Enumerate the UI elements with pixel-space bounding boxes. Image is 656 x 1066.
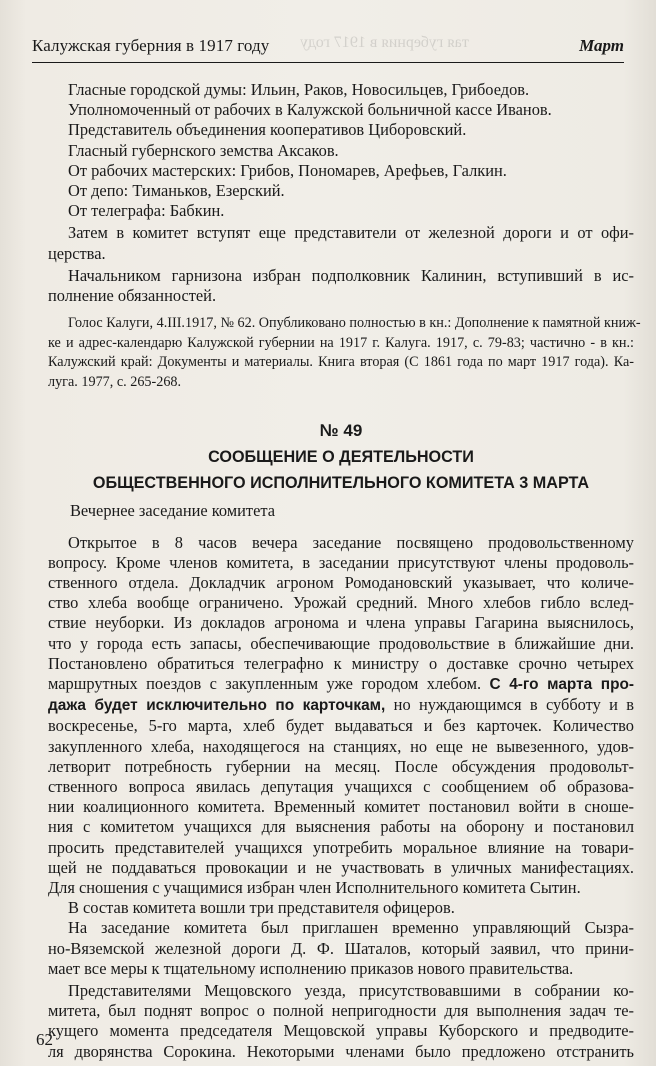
paragraph-garrison [48, 266, 634, 306]
bold-emphasis: дажа будет исключительно по карточкам, [48, 697, 386, 715]
text-line: На заседание комитета был приглашен временно управляющий Сызра- [68, 918, 634, 938]
text-line: церства. [48, 243, 106, 263]
text-line: Для сношения с учащимися избран член Исполнительного комитета Сытин. [48, 878, 581, 898]
source-line: луга. 1977, с. 265-268. [48, 374, 182, 391]
text-line: ля дворянства Сорокина. Некоторыми членами было предложено отстранить [48, 1041, 634, 1061]
document-number: № 49 [319, 420, 363, 440]
text-line: Затем в комитет вступят еще представители от железной дороги и от офи- [68, 223, 634, 243]
text-line: нии коалиционного комитета. Временный комитет постановил войти в сноше- [48, 797, 634, 817]
text-span: маршрутных поездов с закупленным уже городом хлебом. [48, 674, 490, 694]
text-line [48, 695, 634, 716]
running-month: Март [579, 36, 624, 55]
text-line: полнение обязанностей. [48, 286, 217, 306]
text-line: Представителями Мещовского уезда, присутствовавшими в собрании ко- [68, 981, 634, 1001]
text-line: летворит потребность губернии на месяц. После обсуждения продовольт- [48, 756, 634, 776]
paragraph-main [48, 533, 634, 899]
member-line: От депо: Тиманьков, Езерский. [68, 181, 285, 201]
text-line: ство хлеба вообще ограничено. Урожай средний. Много хлебов гибло вслед- [48, 593, 634, 613]
text-line [48, 674, 634, 695]
text-line: щей не поддаваться провокации и не участвовать в уличных манифестациях. [48, 857, 634, 877]
text-line: ния с комитетом учащихся для выяснения работы на оборону и постановил [48, 817, 634, 837]
text-line: Начальником гарнизона избран подполковник Калинин, вступивший в ис- [68, 265, 634, 285]
running-title: Калужская губерния в 1917 году [32, 36, 270, 55]
text-line: мает все меры к тщательному исполнению приказов нового правительства. [48, 958, 574, 978]
text-span: но нуждающимся в субботу и в [385, 695, 635, 715]
committee-members-list [48, 80, 634, 221]
header-rule [32, 62, 624, 63]
paragraph-officers: В состав комитета вошли три представителя офицеров. [68, 898, 455, 918]
text-line: что у города есть запасы, обеспечивающие продовольствие в ближайшие дни. [48, 633, 634, 653]
text-line: воскресенье, 5-го марта, хлеб будет выдаваться и без карточек. Количество [48, 716, 634, 736]
page-content [48, 80, 641, 1062]
document-title-line2: ОБЩЕСТВЕННОГО ИСПОЛНИТЕЛЬНОГО КОМИТЕТА 3 МАРТА [92, 473, 590, 492]
paragraph-join [48, 223, 634, 263]
text-line: Постановлено обратиться телеграфно к министру о доставке срочно четырех [48, 653, 634, 673]
text-line: кущего момента председателя Мещовской управы Куборского и предводите- [48, 1021, 634, 1041]
paragraph-meshchovsk [48, 981, 634, 1062]
document-title-line1: СООБЩЕНИЕ О ДЕЯТЕЛЬНОСТИ [208, 447, 474, 466]
bold-emphasis: С 4-го марта про- [489, 676, 634, 694]
text-line: ственного вопроса явилась депутация учащихся с сообщением об образова- [48, 777, 634, 797]
document-subtitle: Вечернее заседание комитета [70, 500, 275, 520]
source-line: Калужский край: Документы и материалы. Книга вторая (С 1861 года по март 1917 года). Ка- [48, 354, 634, 371]
page-number: 62 [36, 1030, 53, 1049]
text-line: митета, был поднят вопрос о полной непригодности для выполнения задач те- [48, 1001, 634, 1021]
text-line: закупленного хлеба, находящегося на станциях, но еще не вывезенного, удов- [48, 736, 634, 756]
source-line: Голос Калуги, 4.III.1917, № 62. Опубликовано полностью в кн.: Дополнение к памятной книж- [68, 315, 641, 332]
text-line: ственного отдела. Докладчик агроном Ромодановский указывает, что количе- [48, 573, 634, 593]
source-note [48, 314, 641, 392]
member-line: Уполномоченный от рабочих в Калужской больничной кассе Иванов. [68, 100, 552, 120]
member-line: Представитель объединения кооперативов Циборовский. [68, 120, 467, 140]
bleed-through-text: тая губерния в 1917 году [300, 34, 469, 51]
member-line: От телеграфа: Бабкин. [68, 201, 225, 221]
source-line: ке и адрес-календарю Калужской губернии на 1917 г. Калуга. 1917, с. 79-83; частично - в кн.: [48, 334, 634, 351]
running-header [32, 36, 624, 64]
member-line: От рабочих мастерских: Грибов, Пономарев, Арефьев, Галкин. [68, 160, 507, 180]
member-line: Гласные городской думы: Ильин, Раков, Новосильцев, Грибоедов. [68, 80, 530, 99]
text-line: просить представителей учащихся употребить моральное влияние на товари- [48, 837, 634, 857]
text-line: Открытое в 8 часов вечера заседание посвящено продовольственному [68, 532, 634, 552]
member-line: Гласный губернского земства Аксаков. [68, 140, 339, 160]
text-line: вопросу. Кроме членов комитета, в заседании присутствуют члены продоволь- [48, 552, 634, 572]
text-line: ствие неуборки. Из докладов агронома и члена управы Гагарина выяснилось, [48, 613, 634, 633]
text-line: но-Вяземской железной дороги Д. Ф. Шаталов, который заявил, что прини- [48, 938, 634, 958]
paragraph-railway [48, 918, 634, 979]
